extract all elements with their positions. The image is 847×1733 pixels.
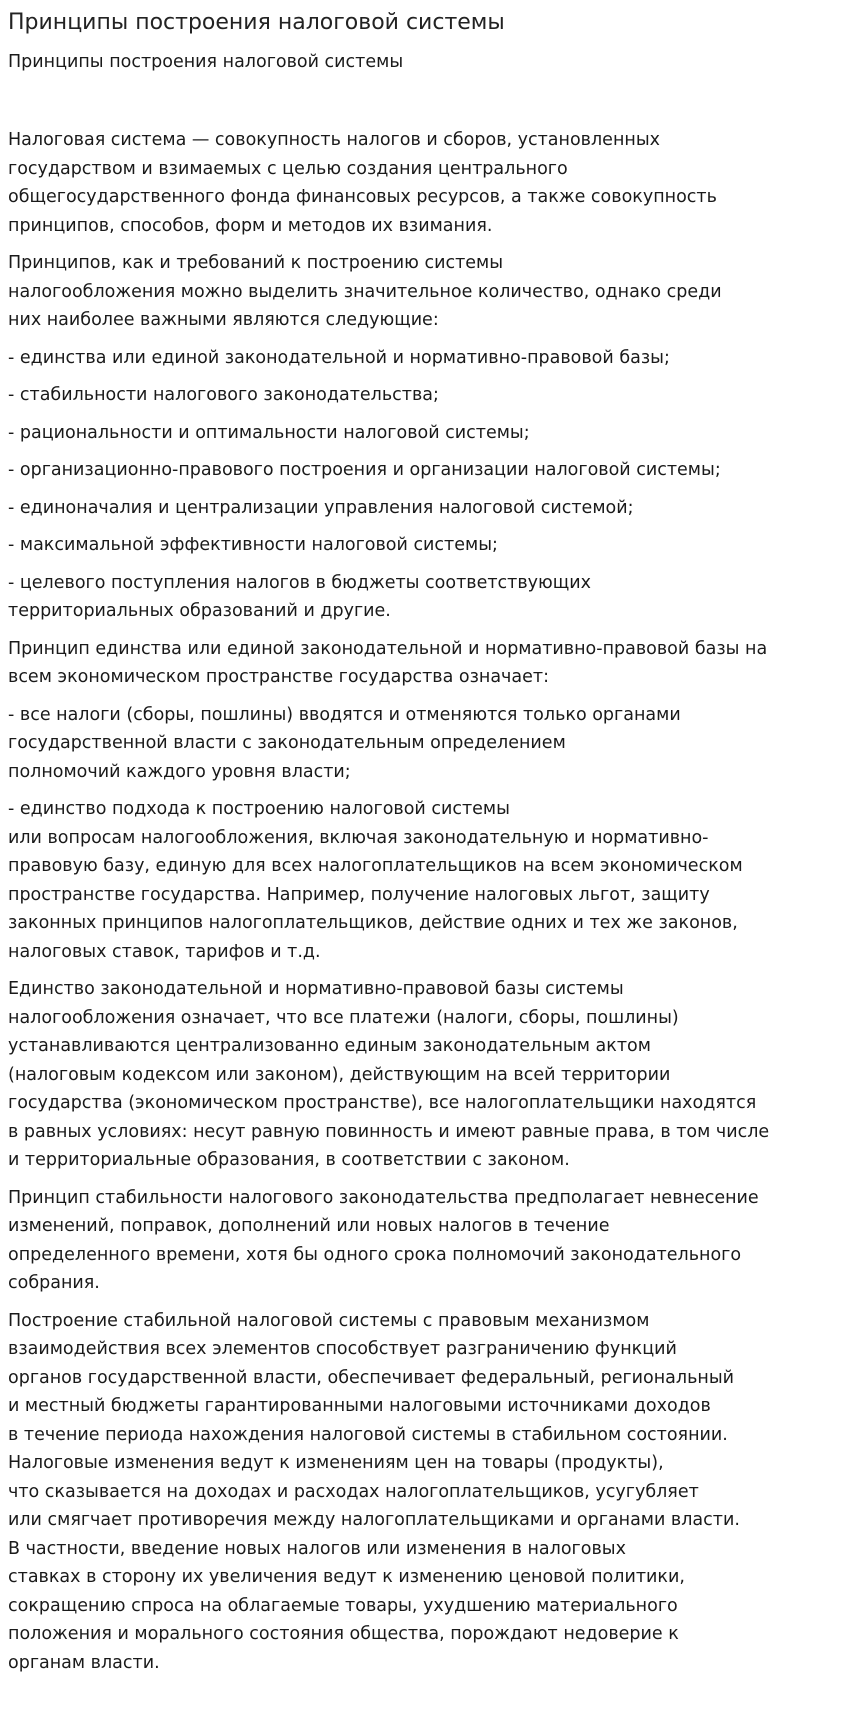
paragraph-unity-explained: Единство законодательной и нормативно-правовой базы системы налогообложения означает, что все платежи (налоги, сборы, пошлины) устанавливаются централизованно единым законодательным актом (налоговым кодексом или законом), действующим на всей территории государства (экономическом пространстве), все налогоплательщики находятся в равных условиях: несут равную повинность и имеют равные права, в том числе и территориальные образования, в соответствии с законом. (8, 979, 770, 1170)
list-item-principle: - стабильности налогового законодательства; (8, 385, 439, 405)
paragraph-definition: Налоговая система — совокупность налогов и сборов, установленных государством и взимаемых с целью создания центрального общегосударственного фонда финансовых ресурсов, а также совокупность принципов, способов, форм и методов их взимания. (8, 130, 717, 236)
list-item-principle: - максимальной эффективности налоговой системы; (8, 535, 498, 555)
page-title: Принципы построения налоговой системы (8, 10, 505, 35)
list-item-unity: - все налоги (сборы, пошлины) вводятся и отменяются только органами государственной власти с законодательным определением полномочий каждого уровня власти; (8, 704, 681, 782)
list-item-principle: - единоначалия и централизации управления налоговой системой; (8, 497, 634, 518)
list-item-unity: - единство подхода к построению налоговой системы или вопросам налогообложения, включая законодательную и нормативно- правовую базу, единую для всех налогоплательщиков на всем экономическом пространстве государства. Например, получение налоговых льгот, защиту законных принципов налогоплательщиков, действие одних и тех же законов, налоговых ставок, тарифов и т.д. (8, 799, 743, 962)
list-item-principle: - организационно-правового построения и организации налоговой системы; (8, 460, 721, 480)
paragraph-stability-principle: Принцип стабильности налогового законодательства предполагает невнесение изменений, поправок, дополнений или новых налогов в течение определенного времени, хотя бы одного срока полномочий законодательного собрания. (8, 1187, 759, 1293)
list-item-principle: - рациональности и оптимальности налоговой системы; (8, 422, 530, 443)
paragraph-unity-principle: Принцип единства или единой законодательной и нормативно-правовой базы на всем экономическом пространстве государства означает: (8, 638, 768, 687)
document-body (8, 126, 823, 1677)
paragraph-principles-intro: Принципов, как и требований к построению системы налогообложения можно выделить значительное количество, однако среди них наиболее важными являются следующие: (8, 253, 722, 330)
list-item-principle: - единства или единой законодательной и нормативно-правовой базы; (8, 347, 670, 368)
paragraph-stable-system: Построение стабильной налоговой системы с правовым механизмом взаимодействия всех элементов способствует разграничению функций органов государственной власти, обеспечивает федеральный, региональный и местный бюджеты гарантированными налоговыми источниками доходов в течение периода нахождения налоговой системы в стабильном состоянии. Налоговые изменения ведут к изменениям цен на товары (продукты), что сказывается на доходах и расходах налогоплательщиков, усугубляет или смягчает противоречия между налогоплательщиками и органами власти. В частности, введение новых налогов или изменения в налоговых ставках в сторону их увеличения ведут к изменению ценовой политики, сокращению спроса на облагаемые товары, ухудшению материального положения и морального состояния общества, порождают недоверие к органам власти. (8, 1310, 740, 1673)
list-item-principle: - целевого поступления налогов в бюджеты соответствующих территориальных образований и другие. (8, 572, 591, 621)
document-subtitle: Принципы построения налоговой системы (8, 52, 404, 72)
